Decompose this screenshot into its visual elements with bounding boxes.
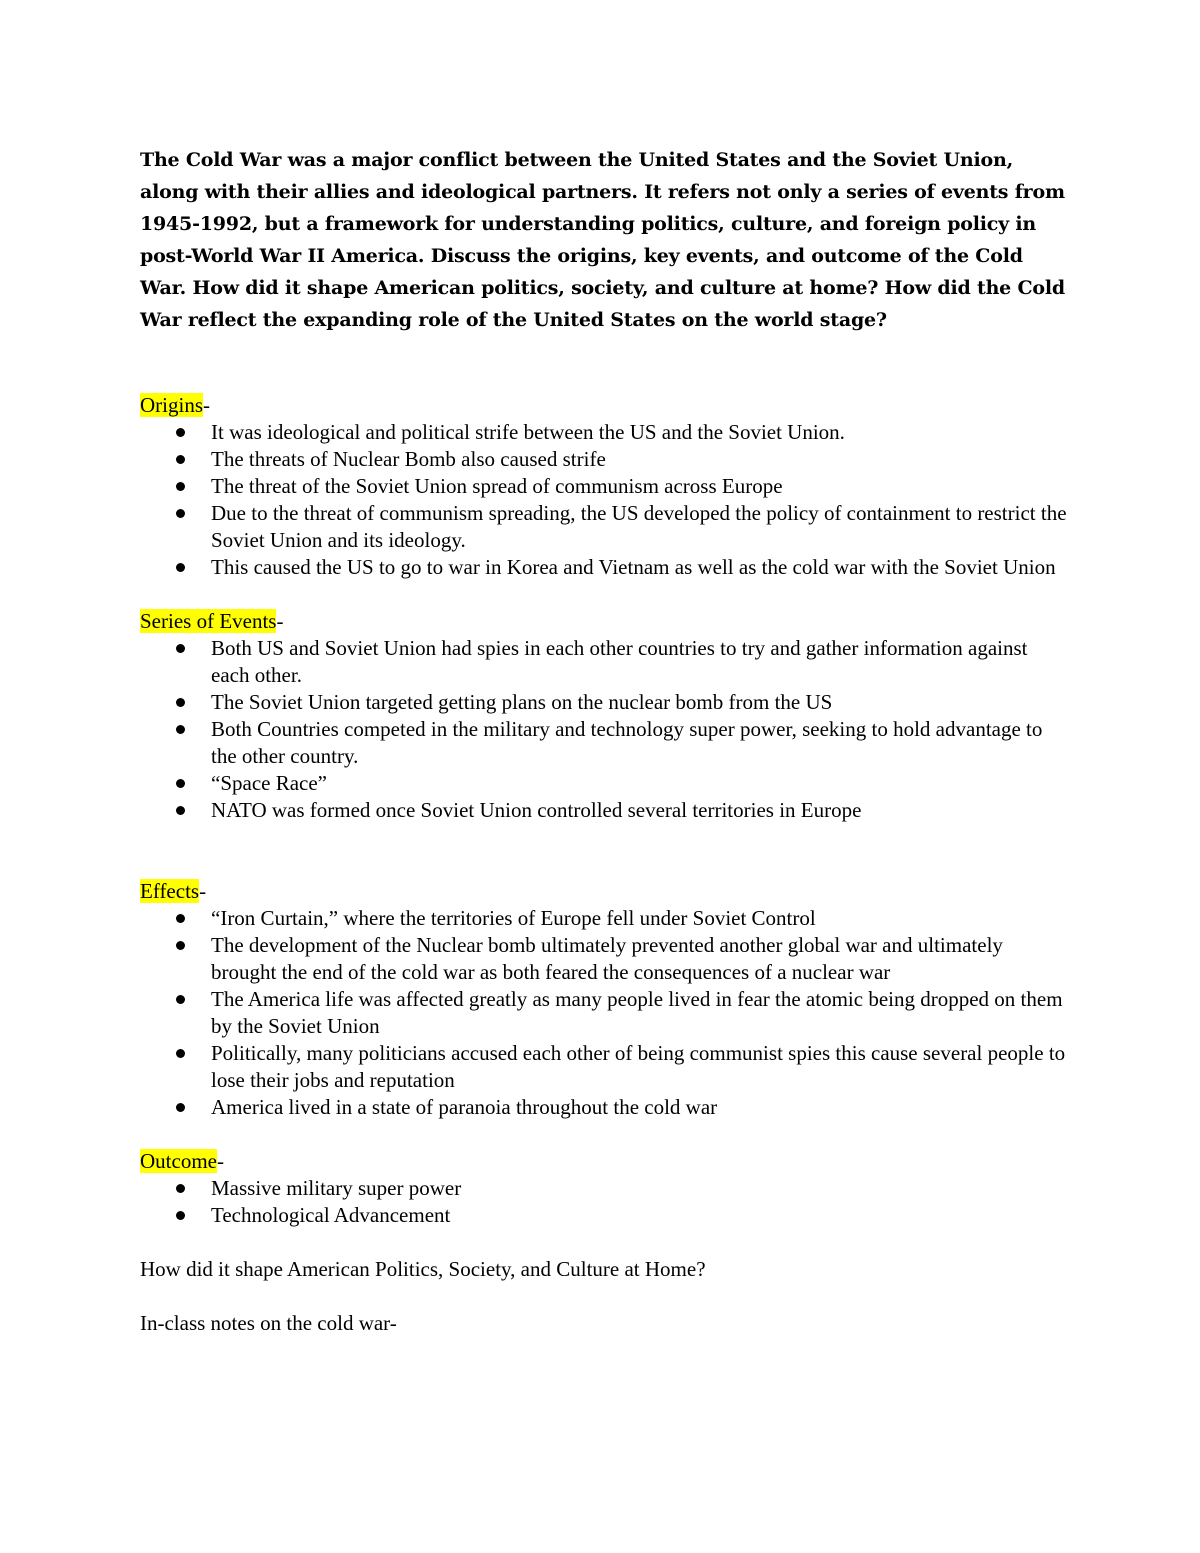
list-item: It was ideological and political strife between the US and the Soviet Union. [140,419,1070,446]
section-heading [140,608,1070,635]
highlighted-heading: Outcome [140,1149,217,1173]
list-item: The Soviet Union targeted getting plans on the nuclear bomb from the US [140,689,1070,716]
essay-prompt: The Cold War was a major conflict between the United States and the Soviet Union, along with their allies and ideological partners. It refers not only a series of events from 1945-1992, but a framework for understanding politics, culture, and foreign policy in post-World War II America. Discuss the origins, key events, and outcome of the Cold War. How did it shape American politics, society, and culture at home? How did the Cold War reflect the expanding role of the United States on the world stage? [140,149,1065,331]
list-item: Both US and Soviet Union had spies in each other countries to try and gather information against each other. [140,635,1070,689]
list-item: “Iron Curtain,” where the territories of Europe fell under Soviet Control [140,905,1070,932]
list-item: The threat of the Soviet Union spread of communism across Europe [140,473,1070,500]
section-heading [140,392,1070,419]
list-item: The development of the Nuclear bomb ultimately prevented another global war and ultimately brought the end of the cold war as both feared the consequences of a nuclear war [140,932,1070,986]
list-item: The threats of Nuclear Bomb also caused strife [140,446,1070,473]
section-heading [140,1148,1070,1175]
bullet-list-outcome [140,1175,1070,1229]
section-heading [140,878,1070,905]
highlighted-heading: Effects [140,879,200,903]
list-item: NATO was formed once Soviet Union controlled several territories in Europe [140,797,1070,824]
list-item: Politically, many politicians accused each other of being communist spies this cause several people to lose their jobs and reputation [140,1040,1070,1094]
bullet-list-origins [140,419,1070,581]
list-item: Due to the threat of communism spreading, the US developed the policy of containment to restrict the Soviet Union and its ideology. [140,500,1070,554]
heading-dash: - [199,879,207,903]
bullet-list-effects [140,905,1070,1121]
heading-dash: - [203,393,210,417]
heading-dash: - [216,1149,224,1173]
list-item: Massive military super power [140,1175,1070,1202]
list-item: Technological Advancement [140,1202,1070,1229]
highlighted-heading: Series of Events [140,609,277,633]
section-effects [140,878,1070,1121]
section-outcome [140,1148,1070,1229]
list-item: America lived in a state of paranoia throughout the cold war [140,1094,1070,1121]
list-item: This caused the US to go to war in Korea and Vietnam as well as the cold war with the Soviet Union [140,554,1070,581]
section-series-of-events [140,608,1070,824]
list-item: Both Countries competed in the military and technology super power, seeking to hold advantage to the other country. [140,716,1070,770]
document-page [140,144,1070,1337]
bullet-list-events [140,635,1070,824]
section-origins [140,392,1070,581]
highlighted-heading: Origins [140,393,203,417]
class-notes-line: In-class notes on the cold war- [140,1311,397,1335]
list-item: The America life was affected greatly as many people lived in fear the atomic being dropped on them by the Soviet Union [140,986,1070,1040]
heading-dash: - [276,609,284,633]
closing-question: How did it shape American Politics, Society, and Culture at Home? [140,1257,706,1281]
list-item: “Space Race” [140,770,1070,797]
